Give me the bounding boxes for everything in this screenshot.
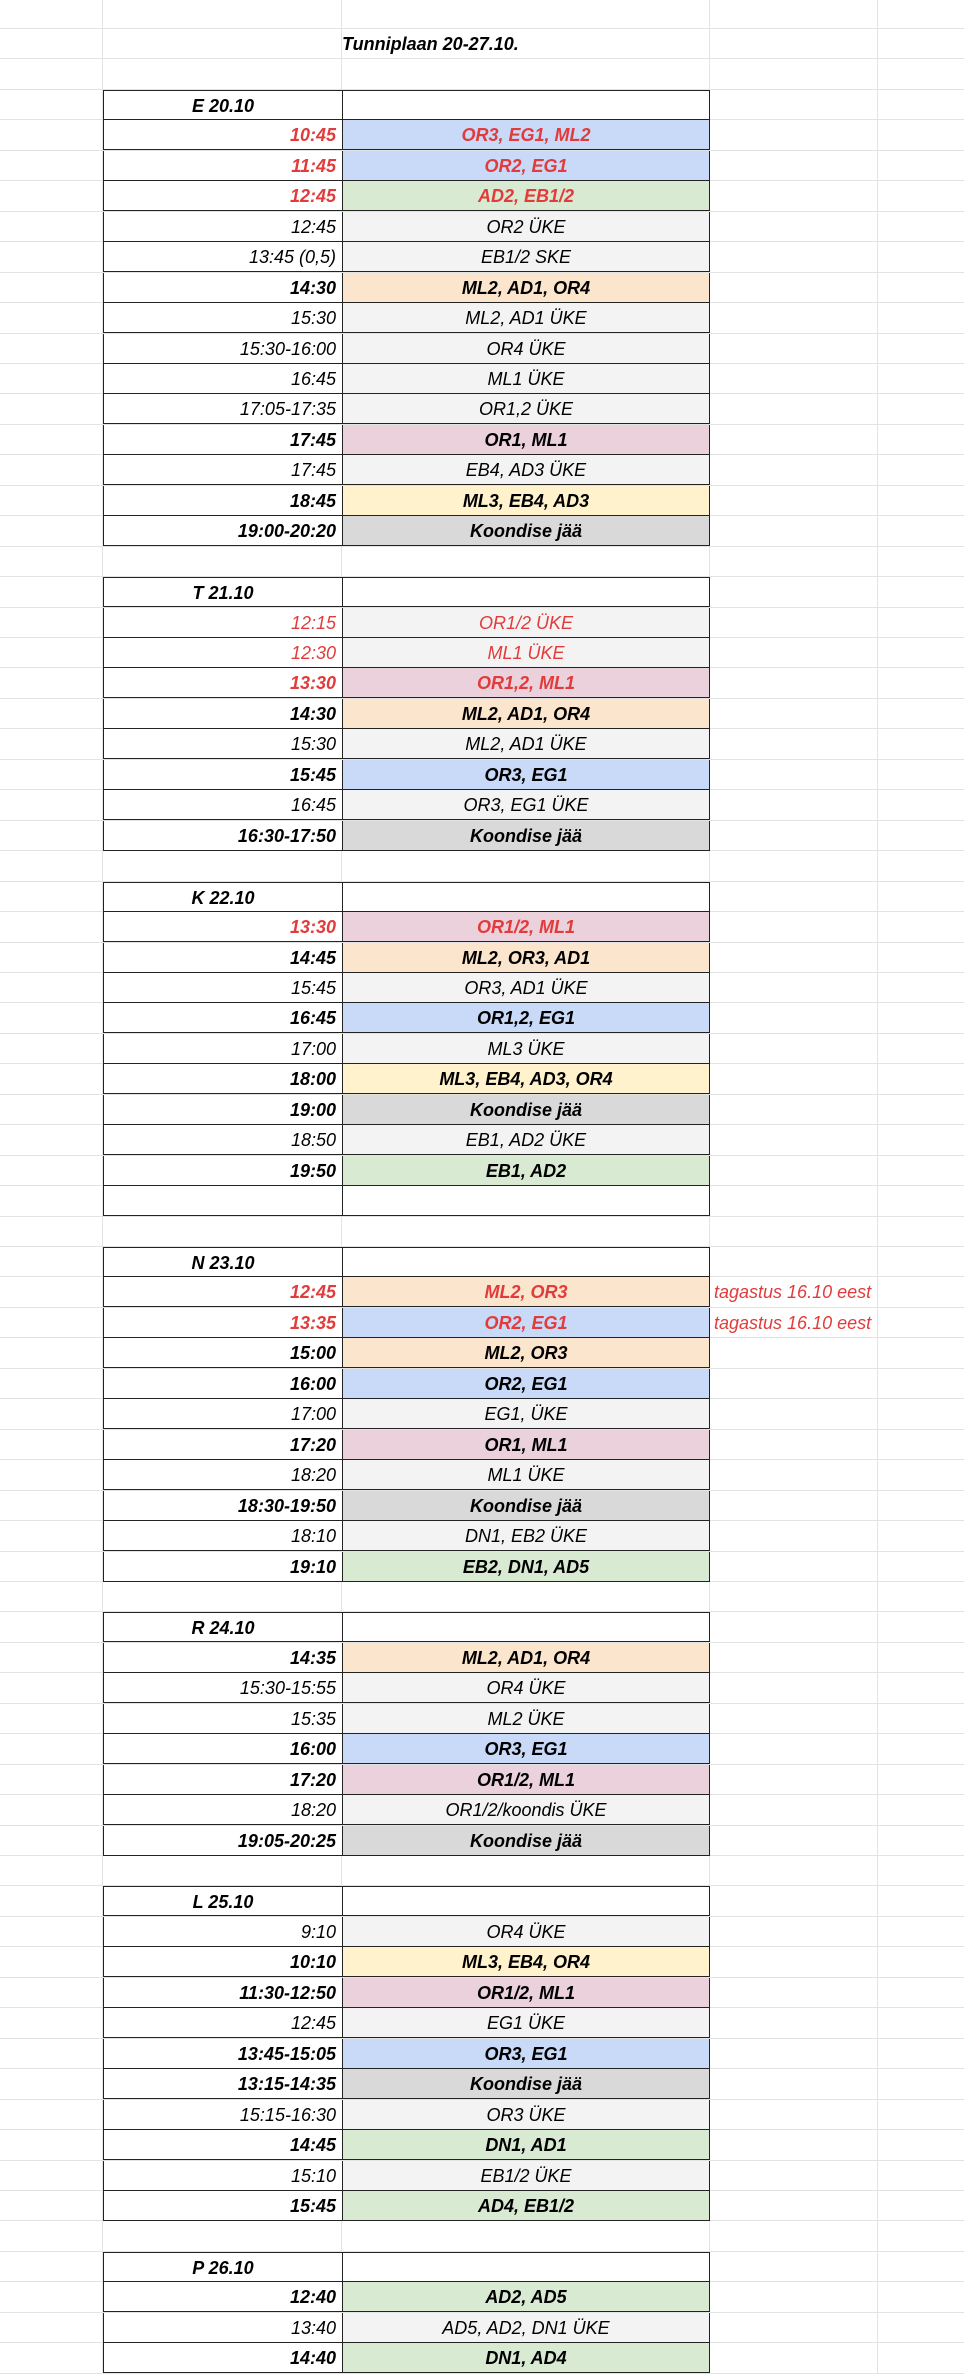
group-cell: ML2 ÜKE xyxy=(342,1704,710,1734)
time-cell: 17:20 xyxy=(103,1765,342,1795)
schedule-row xyxy=(0,2100,964,2130)
day-label: T 21.10 xyxy=(103,577,342,607)
note-cell: tagastus 16.10 eest xyxy=(714,1282,872,1302)
schedule-row xyxy=(0,2161,964,2191)
time-cell: 15:30 xyxy=(103,729,342,759)
schedule-row xyxy=(0,790,964,820)
schedule-row xyxy=(0,1795,964,1825)
schedule-row xyxy=(0,486,964,516)
time-cell: 13:45 (0,5) xyxy=(103,242,342,272)
schedule-row xyxy=(0,212,964,242)
time-cell: 12:40 xyxy=(103,2282,342,2312)
schedule-row xyxy=(0,912,964,942)
group-cell: EB4, AD3 ÜKE xyxy=(342,455,710,485)
group-cell: ML2, AD1, OR4 xyxy=(342,1643,710,1673)
group-cell: ML1 ÜKE xyxy=(342,1460,710,1490)
time-cell: 15:45 xyxy=(103,760,342,790)
schedule-row xyxy=(0,181,964,211)
schedule-row xyxy=(0,1034,964,1064)
time-cell: 16:45 xyxy=(103,1003,342,1033)
group-cell: ML3, EB4, OR4 xyxy=(342,1947,710,1977)
schedule-row xyxy=(0,2039,964,2069)
schedule-row xyxy=(0,394,964,424)
group-cell: AD5, AD2, DN1 ÜKE xyxy=(342,2313,710,2343)
schedule-row xyxy=(0,973,964,1003)
time-cell: 16:45 xyxy=(103,790,342,820)
time-cell: 12:30 xyxy=(103,638,342,668)
group-cell: OR4 ÜKE xyxy=(342,1673,710,1703)
schedule-row xyxy=(0,2191,964,2221)
schedule-row xyxy=(0,1765,964,1795)
schedule-row xyxy=(0,2343,964,2373)
time-cell: 14:35 xyxy=(103,1643,342,1673)
schedule-row xyxy=(0,242,964,272)
group-cell: OR3, EG1 xyxy=(342,760,710,790)
time-cell: 12:15 xyxy=(103,608,342,638)
schedule-row xyxy=(0,303,964,333)
group-cell: OR1,2, ML1 xyxy=(342,668,710,698)
group-cell: OR3, AD1 ÜKE xyxy=(342,973,710,1003)
time-cell: 18:50 xyxy=(103,1125,342,1155)
group-cell: DN1, EB2 ÜKE xyxy=(342,1521,710,1551)
schedule-row xyxy=(0,1978,964,2008)
schedule-row xyxy=(0,608,964,638)
time-cell: 16:45 xyxy=(103,364,342,394)
time-cell: 9:10 xyxy=(103,1917,342,1947)
time-cell: 13:45-15:05 xyxy=(103,2039,342,2069)
schedule-row xyxy=(0,1399,964,1429)
group-cell: OR3 ÜKE xyxy=(342,2100,710,2130)
day-header-blank xyxy=(342,882,710,912)
schedule-row xyxy=(0,1552,964,1582)
time-cell: 14:45 xyxy=(103,2130,342,2160)
group-cell: AD4, EB1/2 xyxy=(342,2191,710,2221)
day-header-blank xyxy=(342,1612,710,1642)
group-cell: DN1, AD1 xyxy=(342,2130,710,2160)
schedule-row xyxy=(0,729,964,759)
time-cell: 16:00 xyxy=(103,1369,342,1399)
time-cell: 14:45 xyxy=(103,943,342,973)
group-cell: OR1, ML1 xyxy=(342,425,710,455)
group-cell: Koondise jää xyxy=(342,516,710,546)
schedule-row xyxy=(0,638,964,668)
group-cell: ML2, OR3 xyxy=(342,1338,710,1368)
group-cell: EG1, ÜKE xyxy=(342,1399,710,1429)
schedule-row xyxy=(0,151,964,181)
schedule-row xyxy=(0,1186,964,1216)
group-cell: Koondise jää xyxy=(342,1095,710,1125)
time-cell: 19:05-20:25 xyxy=(103,1826,342,1856)
time-cell: 15:35 xyxy=(103,1704,342,1734)
group-cell: OR2, EG1 xyxy=(342,151,710,181)
day-header-row xyxy=(0,882,964,912)
time-cell: 15:45 xyxy=(103,973,342,1003)
time-cell: 15:30 xyxy=(103,303,342,333)
schedule-row xyxy=(0,1491,964,1521)
schedule-row xyxy=(0,699,964,729)
group-cell: EB1, AD2 ÜKE xyxy=(342,1125,710,1155)
day-header-blank xyxy=(342,1247,710,1277)
time-cell: 16:30-17:50 xyxy=(103,821,342,851)
schedule-row xyxy=(0,1125,964,1155)
day-header-row xyxy=(0,1247,964,1277)
day-label: N 23.10 xyxy=(103,1247,342,1277)
group-cell: Koondise jää xyxy=(342,1826,710,1856)
group-cell: OR1/2, ML1 xyxy=(342,1978,710,2008)
schedule-row xyxy=(0,1917,964,1947)
group-cell: Koondise jää xyxy=(342,2069,710,2099)
day-label: R 24.10 xyxy=(103,1612,342,1642)
group-cell: ML2, AD1 ÜKE xyxy=(342,303,710,333)
group-cell: ML1 ÜKE xyxy=(342,638,710,668)
group-cell: ML3 ÜKE xyxy=(342,1034,710,1064)
day-header-row xyxy=(0,1612,964,1642)
schedule-row xyxy=(0,1521,964,1551)
time-cell: 17:45 xyxy=(103,425,342,455)
group-cell: DN1, AD4 xyxy=(342,2343,710,2373)
time-cell: 15:10 xyxy=(103,2161,342,2191)
time-cell: 10:10 xyxy=(103,1947,342,1977)
time-cell: 17:20 xyxy=(103,1430,342,1460)
group-cell: OR1/2, ML1 xyxy=(342,912,710,942)
group-cell: Koondise jää xyxy=(342,1491,710,1521)
schedule-row xyxy=(0,2313,964,2343)
group-cell: OR1, ML1 xyxy=(342,1430,710,1460)
schedule-row xyxy=(0,1156,964,1186)
group-cell: ML2, AD1 ÜKE xyxy=(342,729,710,759)
group-cell: OR1/2 ÜKE xyxy=(342,608,710,638)
group-cell: ML2, OR3 xyxy=(342,1277,710,1307)
day-header-blank xyxy=(342,2252,710,2282)
group-cell: ML2, OR3, AD1 xyxy=(342,943,710,973)
group-cell: EB1/2 SKE xyxy=(342,242,710,272)
schedule-row xyxy=(0,821,964,851)
schedule-row xyxy=(0,273,964,303)
schedule-row xyxy=(0,2130,964,2160)
time-cell: 13:30 xyxy=(103,912,342,942)
time-cell: 14:30 xyxy=(103,273,342,303)
schedule-row xyxy=(0,334,964,364)
time-cell: 15:30-16:00 xyxy=(103,334,342,364)
day-header-blank xyxy=(342,577,710,607)
time-cell: 18:20 xyxy=(103,1795,342,1825)
schedule-row xyxy=(0,1826,964,1856)
group-cell: OR2, EG1 xyxy=(342,1308,710,1338)
time-cell: 11:45 xyxy=(103,151,342,181)
time-cell: 19:00 xyxy=(103,1095,342,1125)
schedule-row xyxy=(0,1095,964,1125)
group-cell: ML2, AD1, OR4 xyxy=(342,699,710,729)
time-cell: 19:10 xyxy=(103,1552,342,1582)
day-label: P 26.10 xyxy=(103,2252,342,2282)
schedule-row xyxy=(0,760,964,790)
group-cell: OR1,2, EG1 xyxy=(342,1003,710,1033)
time-cell: 19:50 xyxy=(103,1156,342,1186)
schedule-row xyxy=(0,1704,964,1734)
schedule-row xyxy=(0,1430,964,1460)
day-header-blank xyxy=(342,1886,710,1916)
schedule-row xyxy=(0,1734,964,1764)
group-cell: EB1/2 ÜKE xyxy=(342,2161,710,2191)
day-header-row xyxy=(0,2252,964,2282)
schedule-row xyxy=(0,2282,964,2312)
time-cell: 11:30-12:50 xyxy=(103,1978,342,2008)
time-cell: 13:40 xyxy=(103,2313,342,2343)
day-header-row xyxy=(0,577,964,607)
group-cell: OR1,2 ÜKE xyxy=(342,394,710,424)
time-cell: 18:10 xyxy=(103,1521,342,1551)
time-cell: 12:45 xyxy=(103,212,342,242)
schedule-row xyxy=(0,364,964,394)
schedule-row xyxy=(0,2008,964,2038)
group-cell: ML1 ÜKE xyxy=(342,364,710,394)
time-cell: 17:00 xyxy=(103,1399,342,1429)
schedule-row xyxy=(0,425,964,455)
schedule-row xyxy=(0,120,964,150)
time-cell: 10:45 xyxy=(103,120,342,150)
day-label: L 25.10 xyxy=(103,1886,342,1916)
group-cell: EB2, DN1, AD5 xyxy=(342,1552,710,1582)
group-cell: OR3, EG1 xyxy=(342,2039,710,2069)
time-cell xyxy=(103,1186,342,1216)
group-cell: OR4 ÜKE xyxy=(342,1917,710,1947)
time-cell: 12:45 xyxy=(103,2008,342,2038)
schedule-row xyxy=(0,2069,964,2099)
day-label: E 20.10 xyxy=(103,90,342,120)
time-cell: 18:45 xyxy=(103,486,342,516)
time-cell: 15:15-16:30 xyxy=(103,2100,342,2130)
schedule-row xyxy=(0,455,964,485)
schedule-row xyxy=(0,1460,964,1490)
schedule-row xyxy=(0,1947,964,1977)
time-cell: 15:00 xyxy=(103,1338,342,1368)
time-cell: 16:00 xyxy=(103,1734,342,1764)
time-cell: 12:45 xyxy=(103,181,342,211)
group-cell: EG1 ÜKE xyxy=(342,2008,710,2038)
time-cell: 17:45 xyxy=(103,455,342,485)
group-cell: OR3, EG1 xyxy=(342,1734,710,1764)
group-cell: Koondise jää xyxy=(342,821,710,851)
group-cell xyxy=(342,1186,710,1216)
group-cell: OR3, EG1, ML2 xyxy=(342,120,710,150)
group-cell: OR2, EG1 xyxy=(342,1369,710,1399)
day-header-row xyxy=(0,90,964,120)
day-header-blank xyxy=(342,90,710,120)
group-cell: AD2, EB1/2 xyxy=(342,181,710,211)
sheet-title: Tunniplaan 20-27.10. xyxy=(342,34,519,54)
group-cell: ML3, EB4, AD3 xyxy=(342,486,710,516)
schedule-row xyxy=(0,668,964,698)
time-cell: 18:00 xyxy=(103,1064,342,1094)
schedule-row xyxy=(0,1308,964,1338)
time-cell: 17:00 xyxy=(103,1034,342,1064)
day-header-row xyxy=(0,1886,964,1916)
time-cell: 14:30 xyxy=(103,699,342,729)
group-cell: EB1, AD2 xyxy=(342,1156,710,1186)
time-cell: 15:45 xyxy=(103,2191,342,2221)
day-label: K 22.10 xyxy=(103,882,342,912)
schedule-row xyxy=(0,1338,964,1368)
group-cell: OR1/2/koondis ÜKE xyxy=(342,1795,710,1825)
group-cell: OR2 ÜKE xyxy=(342,212,710,242)
time-cell: 13:35 xyxy=(103,1308,342,1338)
group-cell: OR1/2, ML1 xyxy=(342,1765,710,1795)
schedule-row xyxy=(0,1064,964,1094)
group-cell: AD2, AD5 xyxy=(342,2282,710,2312)
time-cell: 13:15-14:35 xyxy=(103,2069,342,2099)
time-cell: 17:05-17:35 xyxy=(103,394,342,424)
group-cell: OR3, EG1 ÜKE xyxy=(342,790,710,820)
title-row xyxy=(0,29,964,59)
time-cell: 14:40 xyxy=(103,2343,342,2373)
schedule-row xyxy=(0,1277,964,1307)
schedule-row xyxy=(0,1643,964,1673)
time-cell: 18:30-19:50 xyxy=(103,1491,342,1521)
time-cell: 19:00-20:20 xyxy=(103,516,342,546)
group-cell: ML2, AD1, OR4 xyxy=(342,273,710,303)
schedule-row xyxy=(0,943,964,973)
schedule-row xyxy=(0,516,964,546)
schedule-row xyxy=(0,1673,964,1703)
note-cell: tagastus 16.10 eest xyxy=(714,1313,872,1333)
group-cell: ML3, EB4, AD3, OR4 xyxy=(342,1064,710,1094)
time-cell: 18:20 xyxy=(103,1460,342,1490)
time-cell: 12:45 xyxy=(103,1277,342,1307)
group-cell: OR4 ÜKE xyxy=(342,334,710,364)
time-cell: 13:30 xyxy=(103,668,342,698)
schedule-row xyxy=(0,1369,964,1399)
time-cell: 15:30-15:55 xyxy=(103,1673,342,1703)
schedule-row xyxy=(0,1003,964,1033)
